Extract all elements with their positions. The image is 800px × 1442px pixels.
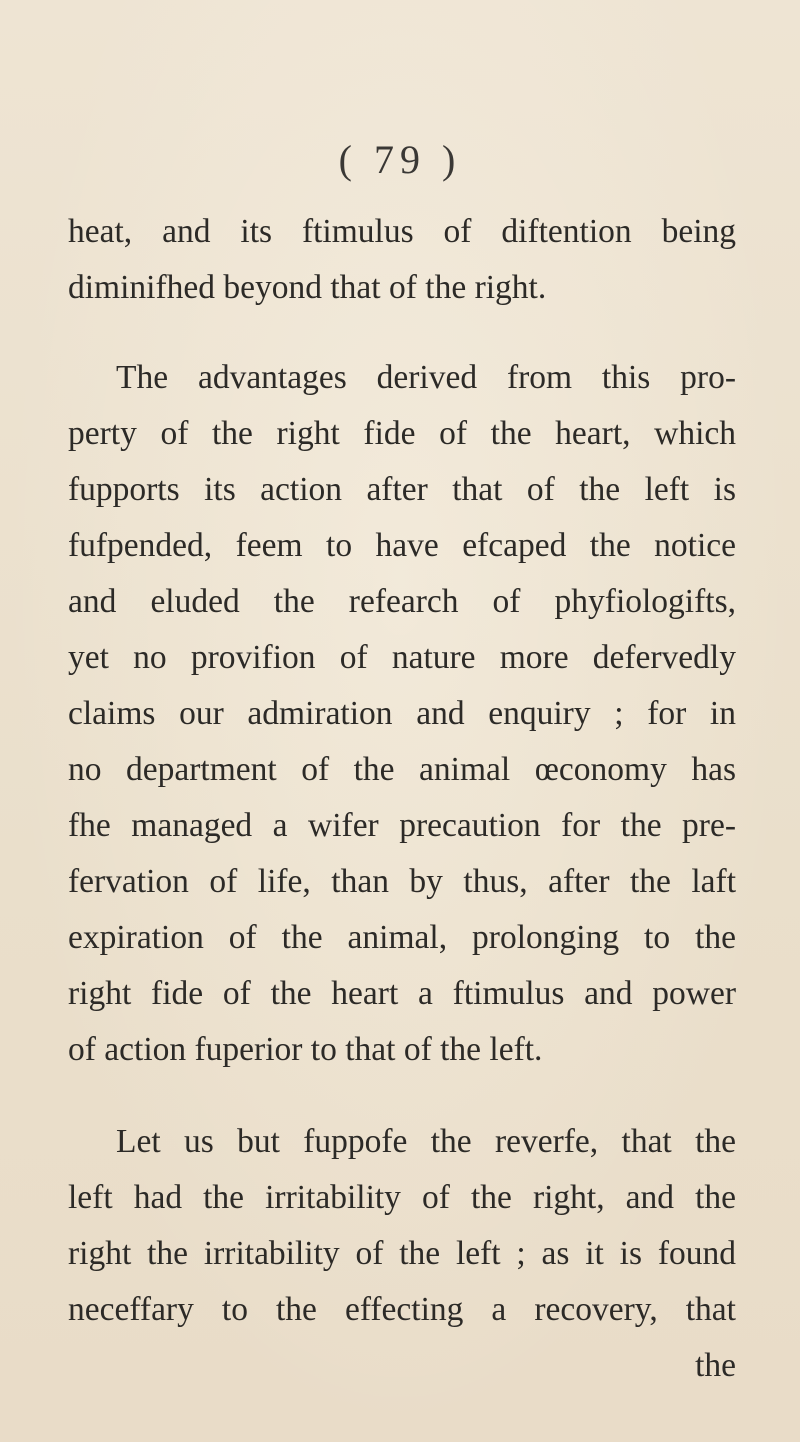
text-line: The advantages derived from this pro- [116,359,736,396]
text-line: of action fuperior to that of the left. [68,1031,543,1068]
text-line: fupports its action after that of the left is [68,471,736,508]
text-line: Let us but fuppofe the reverfe, that the [116,1123,736,1160]
text-line: diminifhed beyond that of the right. [68,269,547,306]
catchword: the [695,1347,736,1384]
text-line: fufpended, feem to have efcaped the notice [68,527,736,564]
text-line: yet no provifion of nature more defervedly [68,639,736,676]
text-line: claims our admiration and enquiry ; for in [68,695,736,732]
text-line: left had the irritability of the right, and the [68,1179,736,1216]
text-line: neceffary to the effecting a recovery, that [68,1291,736,1328]
text-line: heat, and its ftimulus of diftention being [68,213,736,250]
text-line: expiration of the animal, prolonging to the [68,919,736,956]
text-line: fhe managed a wifer precaution for the pre- [68,807,736,844]
text-line: fervation of life, than by thus, after the laft [68,863,736,900]
text-line: and eluded the refearch of phyfiologifts, [68,583,736,620]
text-line: no department of the animal œconomy has [68,751,736,788]
text-line: right the irritability of the left ; as it is found [68,1235,736,1272]
text-line: perty of the right fide of the heart, which [68,415,736,452]
text-line: right fide of the heart a ftimulus and power [68,975,736,1012]
page-number: ( 79 ) [338,137,462,182]
